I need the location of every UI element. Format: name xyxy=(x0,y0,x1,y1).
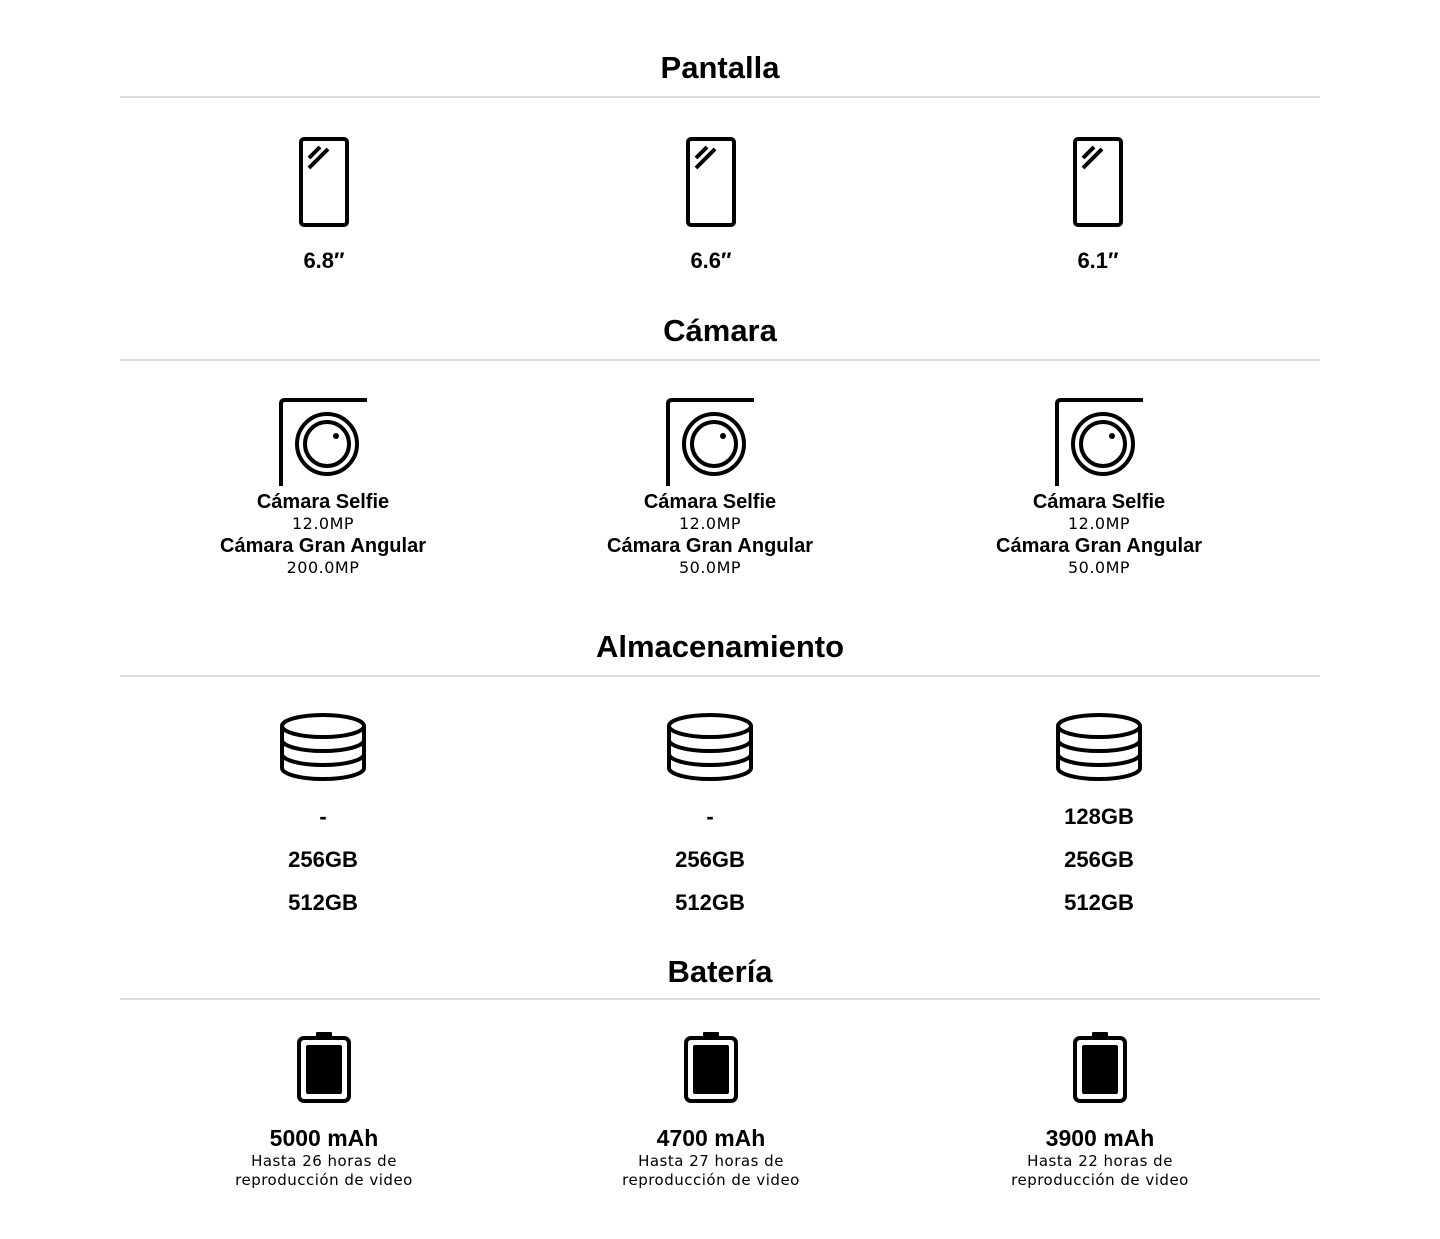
selfie-camera-value: 12.0MP xyxy=(678,514,742,533)
storage-icon xyxy=(665,712,755,782)
battery-description-line1: Hasta 22 horas de xyxy=(1027,1152,1173,1170)
storage-spec-3 xyxy=(919,712,1279,933)
screen-size-value: 6.8″ xyxy=(303,248,345,273)
section-divider xyxy=(120,998,1320,1000)
selfie-camera-label: Cámara Selfie xyxy=(643,491,777,513)
storage-option: 256GB xyxy=(288,847,358,872)
phone-icon xyxy=(685,136,737,228)
battery-spec-3 xyxy=(920,1030,1280,1190)
camera-icon xyxy=(664,396,756,488)
screen-spec-1 xyxy=(144,136,504,274)
storage-option: 512GB xyxy=(288,890,358,915)
selfie-camera-label: Cámara Selfie xyxy=(1032,491,1166,513)
battery-icon xyxy=(1072,1030,1128,1104)
battery-description-line1: Hasta 26 horas de xyxy=(251,1152,397,1170)
storage-option: - xyxy=(706,804,714,829)
wide-camera-label: Cámara Gran Angular xyxy=(220,535,426,557)
wide-camera-value: 200.0MP xyxy=(286,558,360,577)
storage-icon xyxy=(1054,712,1144,782)
storage-option: 256GB xyxy=(675,847,745,872)
storage-option: 512GB xyxy=(675,890,745,915)
section-title-pantalla: Pantalla xyxy=(660,50,780,85)
screen-size-value: 6.6″ xyxy=(690,248,732,273)
battery-description-line1: Hasta 27 horas de xyxy=(638,1152,784,1170)
selfie-camera-value: 12.0MP xyxy=(1067,514,1131,533)
screen-spec-2 xyxy=(531,136,891,274)
battery-description-line2: reproducción de video xyxy=(622,1171,800,1189)
battery-description-line2: reproducción de video xyxy=(1011,1171,1189,1189)
section-divider xyxy=(120,359,1320,361)
battery-spec-2 xyxy=(531,1030,891,1190)
camera-spec-1 xyxy=(143,396,503,578)
wide-camera-label: Cámara Gran Angular xyxy=(607,535,813,557)
storage-spec-2 xyxy=(530,712,890,933)
camera-spec-3 xyxy=(919,396,1279,578)
selfie-camera-value: 12.0MP xyxy=(291,514,355,533)
storage-option: 512GB xyxy=(1064,890,1134,915)
screen-size-value: 6.1″ xyxy=(1077,248,1119,273)
camera-icon xyxy=(277,396,369,488)
storage-spec-1 xyxy=(143,712,503,933)
camera-icon xyxy=(1053,396,1145,488)
camera-spec-2 xyxy=(530,396,890,578)
wide-camera-value: 50.0MP xyxy=(1067,558,1131,577)
battery-capacity: 5000 mAh xyxy=(269,1125,379,1151)
storage-icon xyxy=(278,712,368,782)
battery-icon xyxy=(296,1030,352,1104)
section-title-camara: Cámara xyxy=(663,313,777,348)
section-title-almacenamiento: Almacenamiento xyxy=(595,629,845,664)
storage-option: 128GB xyxy=(1064,804,1134,829)
battery-capacity: 4700 mAh xyxy=(656,1125,766,1151)
wide-camera-value: 50.0MP xyxy=(678,558,742,577)
selfie-camera-label: Cámara Selfie xyxy=(256,491,390,513)
wide-camera-label: Cámara Gran Angular xyxy=(996,535,1202,557)
section-divider xyxy=(120,675,1320,677)
storage-option: 256GB xyxy=(1064,847,1134,872)
battery-spec-1 xyxy=(144,1030,504,1190)
storage-option: - xyxy=(319,804,327,829)
phone-icon xyxy=(298,136,350,228)
phone-icon xyxy=(1072,136,1124,228)
battery-icon xyxy=(683,1030,739,1104)
battery-capacity: 3900 mAh xyxy=(1045,1125,1155,1151)
section-divider xyxy=(120,96,1320,98)
screen-spec-3 xyxy=(918,136,1278,274)
battery-description-line2: reproducción de video xyxy=(235,1171,413,1189)
section-title-bateria: Batería xyxy=(667,954,773,989)
